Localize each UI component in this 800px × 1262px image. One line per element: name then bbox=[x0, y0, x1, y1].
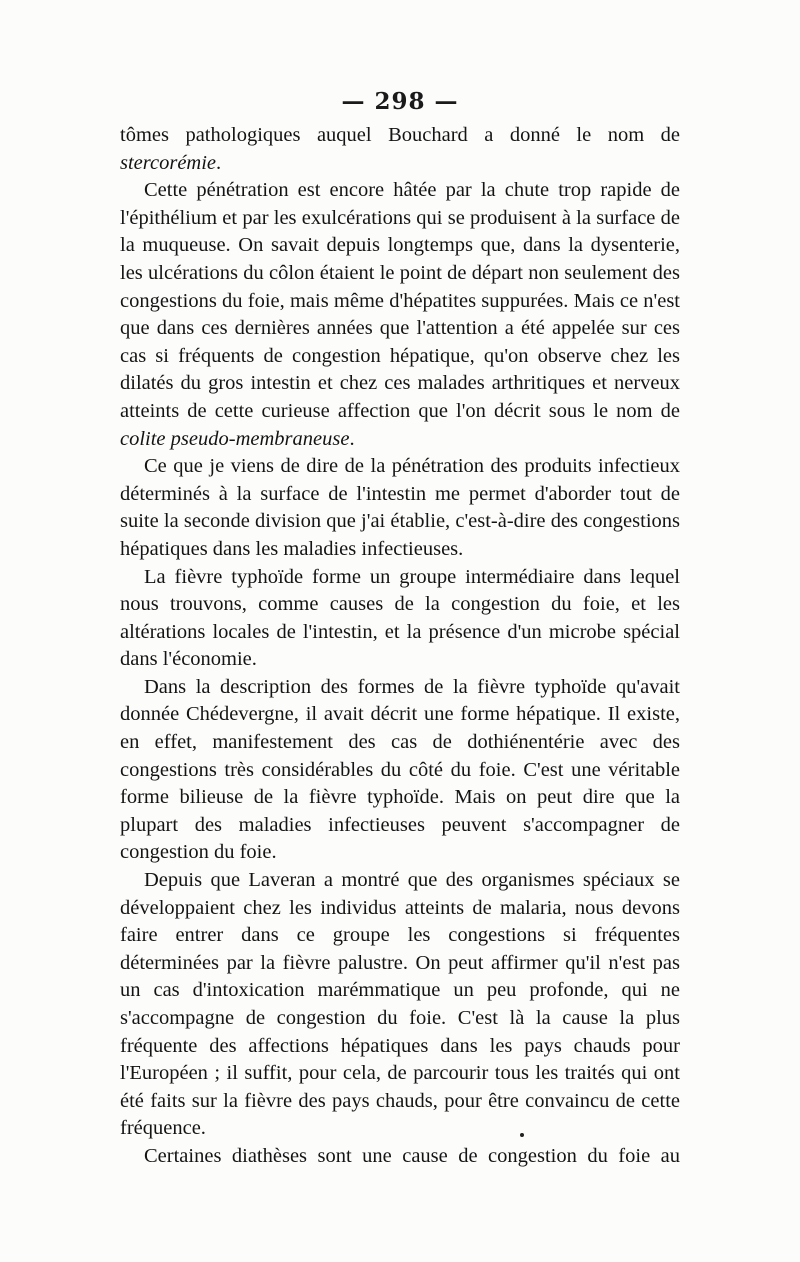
term-stercoremie: stercorémie bbox=[120, 151, 217, 174]
paragraph-0-text-2: . bbox=[216, 151, 222, 174]
paragraph-6 bbox=[120, 1143, 680, 1171]
paragraph-0-text-1: tômes pathologiques auquel Bouchard a donné le nom de bbox=[120, 124, 680, 146]
paragraph-1 bbox=[120, 177, 680, 453]
paragraph-2-text: Ce que je viens de dire de la pénétration des produits infectieux déterminés à la surface de l'intestin me permet d'aborder tout de suite la seconde division que j'ai établie, c'est-à-dire des congestions hépatiques dans les maladies infectieuses. bbox=[120, 455, 680, 560]
paragraph-5 bbox=[120, 867, 680, 1143]
term-colite-pseudo-membraneuse: colite pseudo-membraneuse bbox=[120, 427, 350, 450]
paragraph-5-text: Depuis que Laveran a montré que des organismes spéciaux se développaient chez les individus atteints de malaria, nous devons faire entrer dans ce groupe les congestions si fréquentes déterminées par la fièvre palustre. On peut affirmer qu'il n'est pas un cas d'intoxication marémmatique un peu profonde, qui ne s'accompagne de congestion du foie. C'est là la cause la plus fréquente des affections hépatiques dans les pays chauds pour l'Européen ; il suffit, pour cela, de parcourir tous les traités qui ont été faits sur la fièvre des pays chauds, pour être convaincu de cette fréquence. bbox=[120, 869, 680, 1140]
paragraph-6-text: Certaines diathèses sont une cause de congestion du foie au bbox=[144, 1144, 680, 1167]
page-number: — 298 — bbox=[341, 88, 459, 115]
paragraph-4-text: Dans la description des formes de la fièvre typhoïde qu'avait donnée Chédevergne, il avait décrit une forme hépatique. Il existe, en effet, manifestement des cas de dothiénentérie avec des congestions très considérables du côté du foie. C'est une véritable forme bilieuse de la fièvre typhoïde. Mais on peut dire que la plupart des maladies infectieuses peuvent s'accompagner de congestion du foie. bbox=[120, 675, 680, 864]
body-text bbox=[120, 122, 680, 1171]
paragraph-3-text: La fièvre typhoïde forme un groupe intermédiaire dans lequel nous trouvons, comme causes de la congestion du foie, et les altérations locales de l'intestin, et la présence d'un microbe spécial dans l'économie. bbox=[120, 565, 680, 671]
paragraph-4 bbox=[120, 674, 680, 867]
print-speck bbox=[520, 1133, 524, 1137]
paragraph-3 bbox=[120, 564, 680, 674]
paragraph-2 bbox=[120, 453, 680, 563]
paragraph-0 bbox=[120, 122, 680, 177]
paragraph-1-text-1: Cette pénétration est encore hâtée par la chute trop rapide de l'épithélium et par les exulcérations qui se produisent à la surface de la muqueuse. On savait depuis longtemps que, dans la dysenterie, les ulcérations du côlon étaient le point de départ non seulement des congestions du foie, mais même d'hépatites suppurées. Mais ce n'est que dans ces dernières années que l'attention a été appelée sur ces cas si fréquents de congestion hépatique, qu'on observe chez les dilatés du gros intestin et chez ces malades arthritiques et nerveux atteints de cette curieuse affection que l'on décrit sous le nom de bbox=[120, 179, 680, 422]
paragraph-1-text-2: . bbox=[349, 427, 355, 450]
